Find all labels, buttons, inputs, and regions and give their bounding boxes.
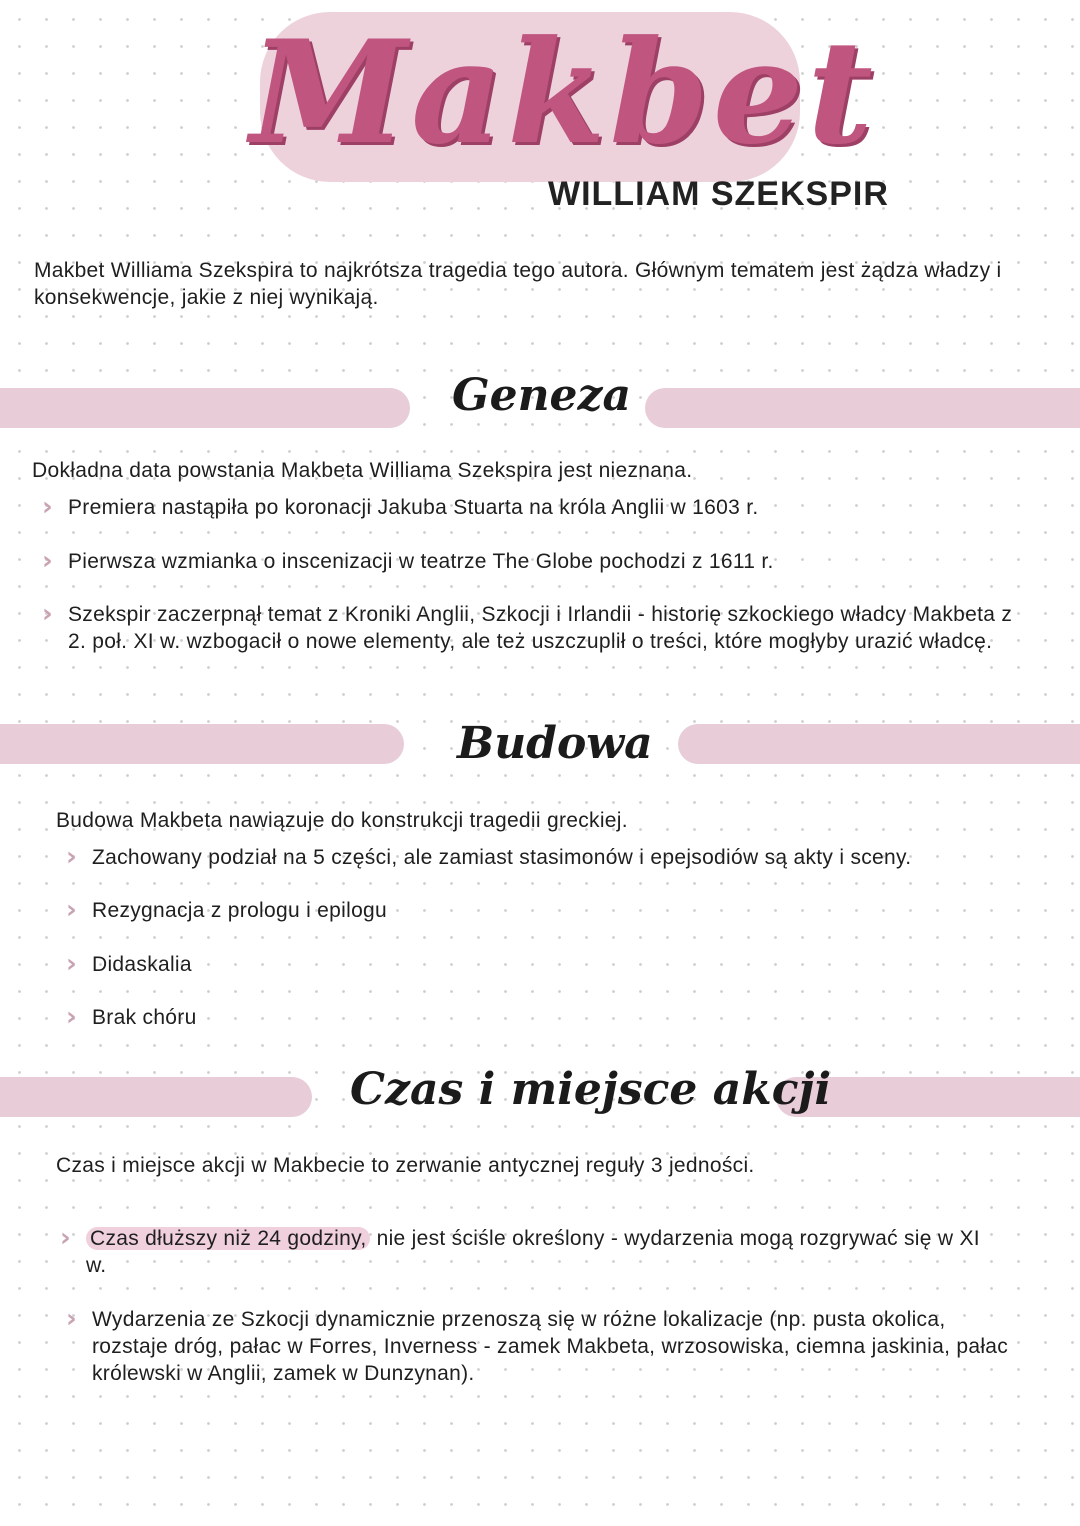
chevron-right-icon: ›	[66, 1304, 77, 1334]
chevron-right-icon: ›	[66, 895, 77, 925]
chevron-right-icon: ›	[42, 492, 53, 522]
list-item-text: Pierwsza wzmianka o inscenizacji w teatrze The Globe pochodzi z 1611 r.	[68, 550, 774, 573]
section-bar-right	[678, 724, 1080, 764]
list-item	[66, 1306, 1026, 1387]
page-title: Makbet	[250, 10, 877, 176]
list-item	[66, 897, 1056, 924]
list-item	[66, 951, 1056, 978]
section-title-czas: Czas i miejsce akcji	[350, 1064, 832, 1115]
list-item-text	[86, 1225, 1006, 1279]
chevron-right-icon: ›	[66, 949, 77, 979]
geneza-lead: Dokładna data powstania Makbeta Williama Szekspira jest nieznana.	[32, 459, 693, 482]
chevron-right-icon: ›	[42, 599, 53, 629]
budowa-lead: Budowa Makbeta nawiązuje do konstrukcji tragedii greckiej.	[56, 809, 628, 832]
intro-paragraph: Makbet Williama Szekspira to najkrótsza tragedia tego autora. Głównym tematem jest żądza władzy i konsekwencje, jakie z niej wynikają.	[34, 259, 1002, 309]
list-item-text-rest: nie jest ściśle określony - wydarzenia mogą rozgrywać się w XI w.	[86, 1227, 980, 1277]
section-bar-left	[0, 388, 410, 428]
list-item	[66, 844, 1056, 871]
list-item	[42, 548, 1032, 575]
chevron-right-icon: ›	[42, 546, 53, 576]
title-block	[250, 0, 877, 200]
list-item	[42, 601, 1032, 655]
list-item	[66, 1004, 1056, 1031]
list-item-text: Szekspir zaczerpnął temat z Kroniki Anglii, Szkocji i Irlandii - historię szkockiego władcy Makbeta z 2. poł. XI w. wzbogacił o nowe elementy, ale też uszczuplił o treści, które mogłyby urazić władcę.	[68, 603, 1013, 653]
section-title-budowa: Budowa	[457, 718, 653, 769]
section-bar-left	[0, 1077, 312, 1117]
section-title-geneza: Geneza	[452, 370, 632, 421]
list-item-text: Didaskalia	[92, 953, 192, 976]
author-name: WILLIAM SZEKSPIR	[548, 175, 889, 213]
list-item	[60, 1225, 1020, 1279]
list-item-text: Zachowany podział na 5 części, ale zamiast stasimonów i epejsodiów są akty i sceny.	[92, 846, 912, 869]
list-item-text: Wydarzenia ze Szkocji dynamicznie przenoszą się w różne lokalizacje (np. pusta okolica, rozstaje dróg, pałac w Forres, Inverness - zamek Makbeta, wrzosowiska, ciemna jaskinia, pałac królewski w Anglii, zamek w Dunzynan).	[92, 1308, 1009, 1385]
section-bar-left	[0, 724, 404, 764]
list-item-text: Rezygnacja z prologu i epilogu	[92, 899, 388, 922]
section-bar-right	[645, 388, 1080, 428]
highlighted-text: Czas dłuższy niż 24 godziny,	[86, 1227, 370, 1250]
chevron-right-icon: ›	[60, 1223, 71, 1253]
czas-lead: Czas i miejsce akcji w Makbecie to zerwanie antycznej reguły 3 jedności.	[56, 1154, 755, 1177]
chevron-right-icon: ›	[66, 1002, 77, 1032]
list-item	[42, 494, 1032, 521]
list-item-text: Brak chóru	[92, 1006, 197, 1029]
list-item-text: Premiera nastąpiła po koronacji Jakuba Stuarta na króla Anglii w 1603 r.	[68, 496, 759, 519]
chevron-right-icon: ›	[66, 842, 77, 872]
